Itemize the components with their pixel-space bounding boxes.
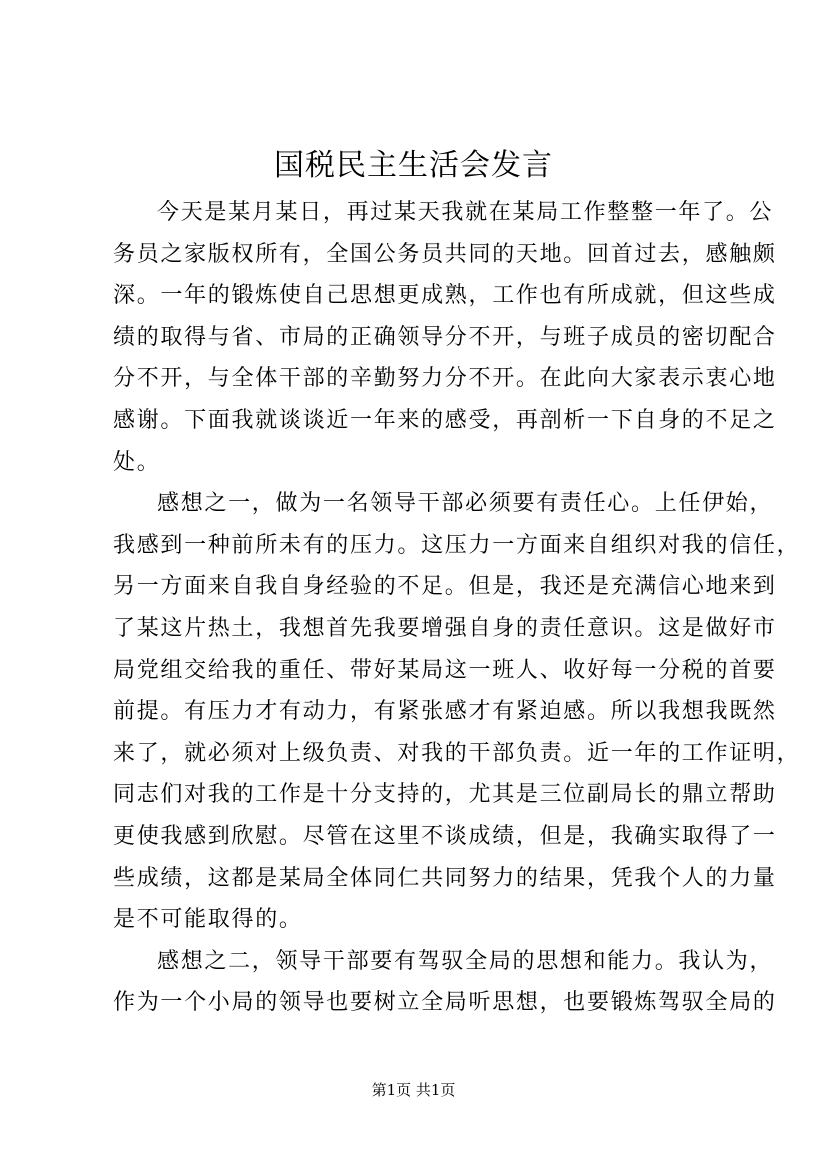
text-line: 来了，就必须对上级负责、对我的干部负责。近一年的工作证明， [113, 740, 801, 766]
text-line: 分不开，与全体干部的辛勤努力分不开。在此向大家表示衷心地 [113, 366, 777, 392]
paragraph-3 [113, 941, 777, 1024]
text-line: 前提。有压力才有动力，有紧张感才有紧迫感。所以我想我既然 [113, 699, 777, 725]
paragraph-2 [113, 483, 801, 941]
text-line: 深。一年的锻炼使自己思想更成熟，工作也有所成就，但这些成 [113, 283, 777, 309]
page-footer: 第1页 共1页 [371, 1081, 456, 1099]
text-line: 是不可能取得的。 [113, 907, 303, 933]
text-line: 务员之家版权所有，全国公务员共同的天地。回首过去，感触颇 [113, 241, 777, 267]
text-line: 了某这片热土，我想首先我要增强自身的责任意识。这是做好市 [113, 615, 777, 641]
text-line: 更使我感到欣慰。尽管在这里不谈成绩，但是，我确实取得了一 [113, 823, 777, 849]
text-line: 感想之一，做为一名领导干部必须要有责任心。上任伊始， [157, 491, 774, 517]
text-line: 处。 [113, 449, 161, 475]
text-line: 另一方面来自我自身经验的不足。但是，我还是充满信心地来到 [113, 574, 777, 600]
text-line: 作为一个小局的领导也要树立全局听思想，也要锻炼驾驭全局的 [113, 990, 777, 1016]
text-line: 我感到一种前所未有的压力。这压力一方面来自组织对我的信任， [113, 532, 801, 558]
document-title: 国税民主生活会发言 [274, 148, 553, 183]
text-line: 同志们对我的工作是十分支持的，尤其是三位副局长的鼎立帮助 [113, 782, 777, 808]
text-line: 感谢。下面我就谈谈近一年来的感受，再剖析一下自身的不足之 [113, 407, 777, 433]
text-line: 局党组交给我的重任、带好某局这一班人、收好每一分税的首要 [113, 657, 777, 683]
paragraph-1 [113, 192, 777, 483]
document-body [113, 192, 801, 1024]
text-line: 今天是某月某日，再过某天我就在某局工作整整一年了。公 [157, 200, 774, 225]
text-line: 绩的取得与省、市局的正确领导分不开，与班子成员的密切配合 [113, 324, 777, 350]
text-line: 些成绩，这都是某局全体同仁共同努力的结果，凭我个人的力量 [113, 865, 777, 891]
text-line: 感想之二，领导干部要有驾驭全局的思想和能力。我认为， [157, 948, 774, 974]
